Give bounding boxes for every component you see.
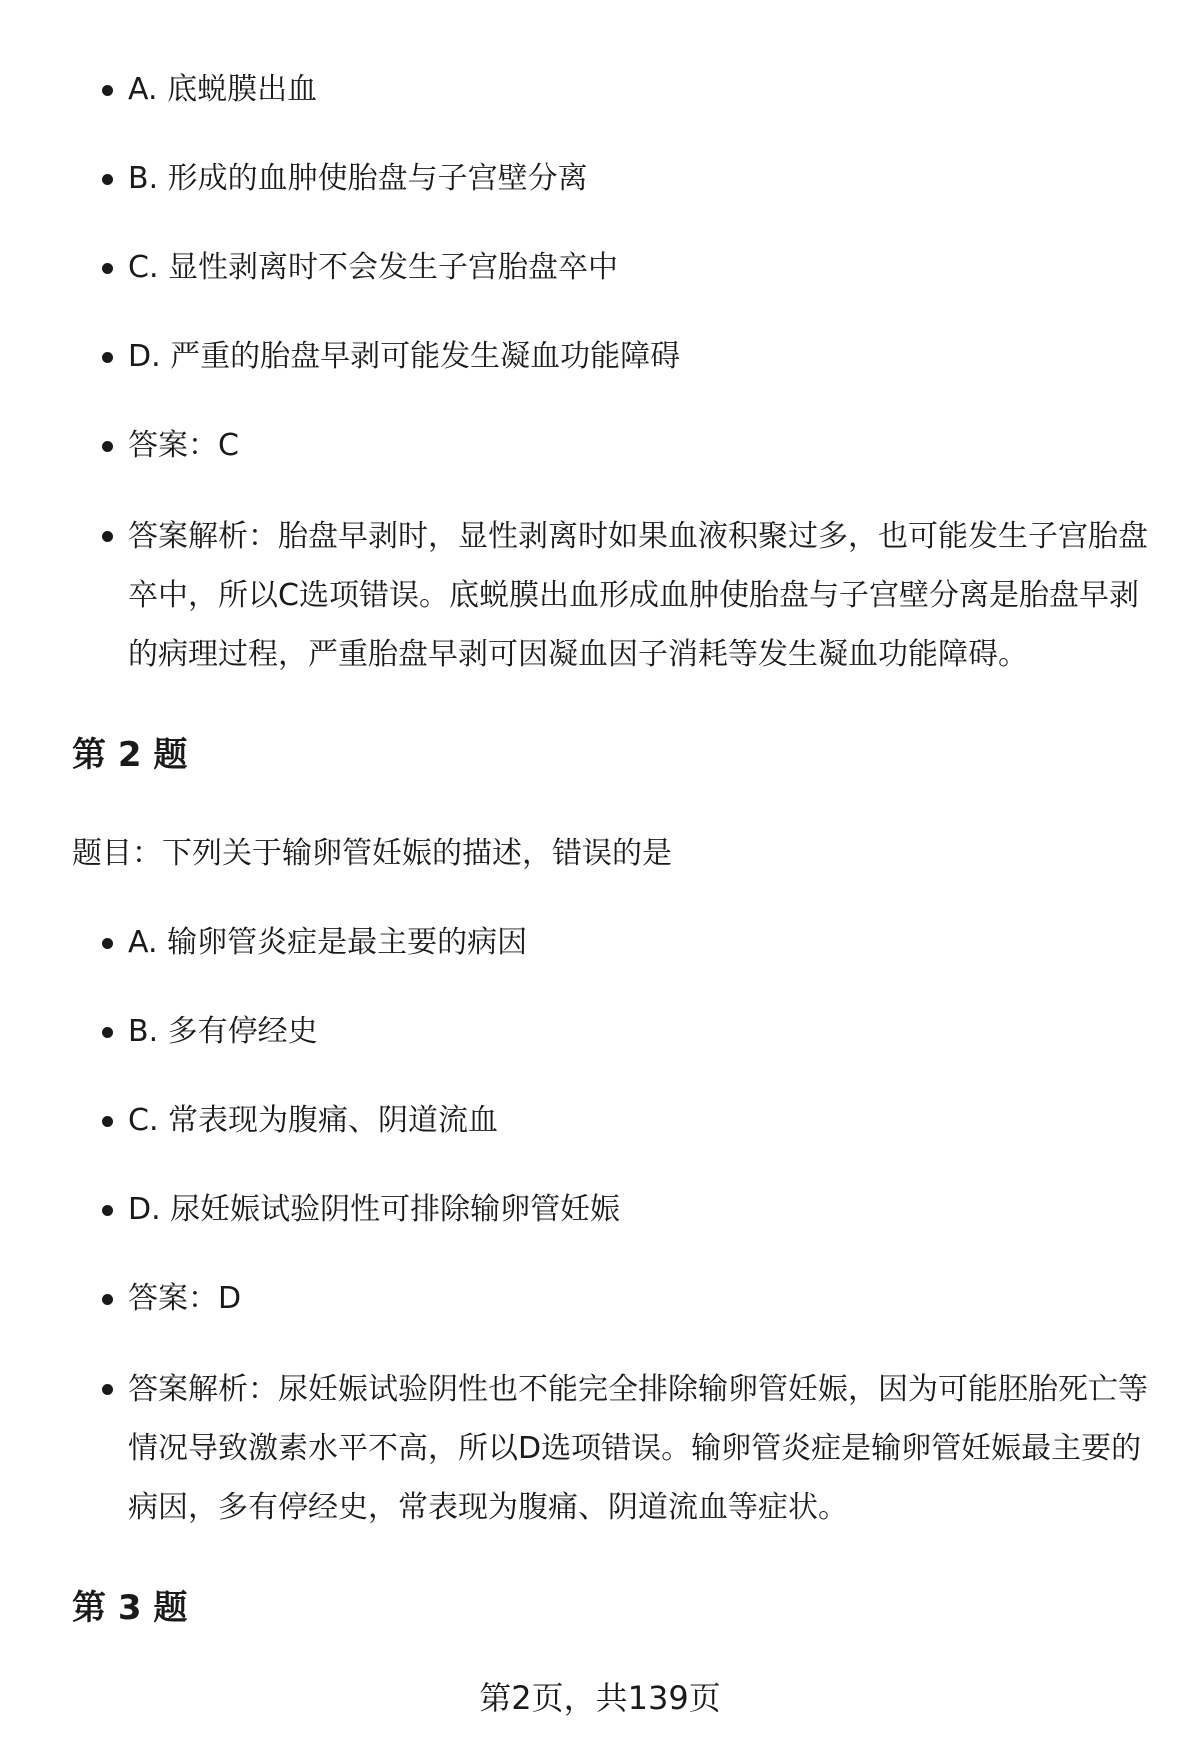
q2-stem: 题目：下列关于输卵管妊娠的描述，错误的是 xyxy=(72,836,672,871)
q2-explanation: 答案解析：尿妊娠试验阴性也不能完全排除输卵管妊娠，因为可能胚胎死亡等情况导致激素水平不高，所以D选项错误。输卵管炎症是输卵管妊娠最主要的病因，多有停经史，常表现为腹痛、阴道流血等症状。 xyxy=(128,1360,1148,1537)
q1-explanation: 答案解析：胎盘早剥时，显性剥离时如果血液积聚过多，也可能发生子宫胎盘卒中，所以C选项错误。底蜕膜出血形成血肿使胎盘与子宫壁分离是胎盘早剥的病理过程，严重胎盘早剥可因凝血因子消耗等发生凝血功能障碍。 xyxy=(128,507,1148,684)
q2-answer: 答案：D xyxy=(128,1279,1148,1319)
q1-option-b: B. 形成的血肿使胎盘与子宫壁分离 xyxy=(128,159,1148,199)
q3-heading: 第 3 题 xyxy=(72,1588,188,1628)
q2-option-a: A. 输卵管炎症是最主要的病因 xyxy=(128,923,1148,963)
q1-option-a: A. 底蜕膜出血 xyxy=(128,70,1148,110)
q2-option-c: C. 常表现为腹痛、阴道流血 xyxy=(128,1101,1148,1141)
q2-option-d: D. 尿妊娠试验阴性可排除输卵管妊娠 xyxy=(128,1190,1148,1230)
q1-option-c: C. 显性剥离时不会发生子宫胎盘卒中 xyxy=(128,248,1148,288)
q1-answer: 答案：C xyxy=(128,426,1148,466)
q2-heading: 第 2 题 xyxy=(72,735,188,775)
q2-option-b: B. 多有停经史 xyxy=(128,1012,1148,1052)
page-number-footer: 第2页，共139页 xyxy=(479,1679,721,1717)
q1-option-d: D. 严重的胎盘早剥可能发生凝血功能障碍 xyxy=(128,337,1148,377)
